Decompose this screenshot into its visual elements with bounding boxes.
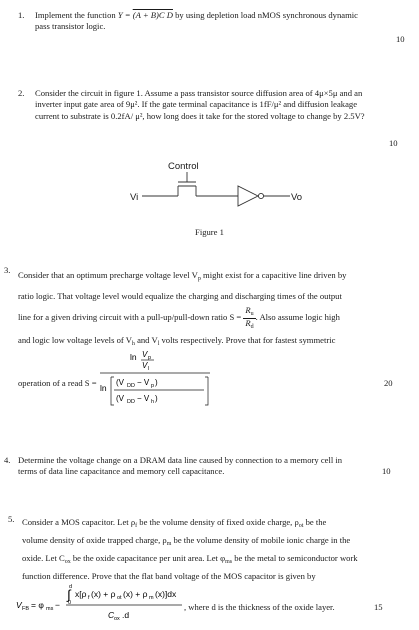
figure-caption: Figure 1 [195, 227, 224, 237]
svg-text:h: h [151, 399, 155, 405]
svg-text:∫: ∫ [67, 587, 71, 602]
question-text: Determine the voltage change on a DRAM data line caused by connection to a memory cell in terms of data line capacitance and memory cell capacitance. [18, 455, 343, 477]
svg-text:0: 0 [68, 600, 72, 606]
function-expression: Y = (A + B)C D [117, 10, 173, 20]
svg-text:DD: DD [127, 399, 135, 405]
svg-text:): ) [155, 378, 158, 387]
figure-1-circuit [0, 158, 419, 238]
svg-text:V: V [142, 361, 148, 370]
svg-text:): ) [155, 394, 158, 403]
svg-text:p: p [148, 355, 152, 361]
vi-label: Vi [130, 192, 139, 203]
question-number: 1. [18, 10, 25, 20]
formula-tail-text: , where d is the thickness of the oxide layer. [184, 602, 335, 612]
svg-text:f: f [88, 595, 90, 601]
question-number: 3. [4, 265, 11, 275]
svg-text:FB: FB [22, 606, 30, 612]
marks-label: 15 [374, 602, 383, 612]
question-number: 4. [4, 455, 11, 465]
svg-text:ln: ln [130, 352, 137, 362]
svg-text:V: V [142, 350, 148, 359]
vo-label: Vo [291, 192, 303, 203]
svg-text:l: l [148, 366, 150, 372]
svg-text:(x) + ρ: (x) + ρ [91, 589, 116, 599]
question-text: Consider a MOS capacitor. Let $\rho_f$ be the volume density of fixed oxide charge, $\rho_{ot}$ be the volume density of oxide trapped charge, $\rho_m$ be the volume density of mobile ionic charge in the oxide. Let $C_{ox}$ be the oxide capacitance per unit area. Let $\varphi_{ms}$ be the metal to semiconductor work function difference. Prove that the flat band voltage of the MOS capacitor is given by [22, 517, 358, 581]
inverter-symbol [238, 186, 258, 206]
svg-text:m: m [149, 595, 154, 601]
read-formula-line: operation of a read S = ln V p V l ln (V DD − V p ) (V DD − V h ) 20 [18, 355, 413, 413]
svg-text:(x)]dx: (x)]dx [155, 589, 177, 599]
marks-label: 10 [396, 34, 405, 44]
ratio-fraction: $\frac{R_u}{R_d}$ [245, 305, 254, 330]
svg-text:ot: ot [117, 595, 122, 601]
svg-text:−: − [55, 600, 60, 610]
svg-text:p: p [151, 383, 155, 389]
svg-text:ox: ox [114, 616, 120, 622]
marks-label: 10 [389, 138, 398, 148]
svg-text:ms: ms [46, 606, 54, 612]
svg-text:(x) + ρ: (x) + ρ [123, 589, 148, 599]
svg-text:DD: DD [127, 383, 135, 389]
question-number: 5. [8, 514, 15, 524]
svg-text:V: V [16, 600, 22, 610]
symmetric-read-formula [100, 349, 230, 411]
question-text: Consider that an optimum precharge voltage level $V_p$ might exist for a capacitive line driven by ratio logic. That voltage level would equalize the charging and discharging times of the output line for a given driving circuit with a pull-up/pull-down ratio S = $\frac{R_u}{R_d}$ . Also assume logic high and logic low voltage levels of $V_h$ and $V_l$ volts respectively. Prove that for fastest symmetric [18, 270, 347, 348]
inverter-bubble [258, 193, 263, 198]
svg-text:.d: .d [122, 610, 130, 620]
marks-label: 20 [384, 378, 393, 388]
svg-text:− V: − V [137, 378, 150, 387]
question-text: Consider the circuit in figure 1. Assume a pass transistor source diffusion area of 4μ×5μ and an inverter input gate area of 9μ². If the gate terminal capacitance is 1fF/μ² and diffusion leakage current to substrate is 0.2fA/ μ², how long does it take for the stored voltage to change by 2.5V? [35, 88, 365, 121]
question-number: 2. [18, 88, 25, 98]
question-text: Implement the function Y = (A + B)C D by using depletion load nMOS synchronous dynamic pass transistor logic. [35, 10, 358, 32]
marks-label: 10 [382, 466, 391, 476]
svg-text:= φ: = φ [31, 600, 44, 610]
svg-text:d: d [69, 584, 73, 590]
svg-text:(V: (V [116, 378, 124, 387]
svg-text:C: C [108, 610, 115, 620]
svg-text:(V: (V [116, 394, 124, 403]
svg-text:ln: ln [100, 383, 107, 393]
svg-text:x[ρ: x[ρ [75, 589, 87, 599]
control-label: Control [168, 161, 199, 172]
svg-text:− V: − V [137, 394, 150, 403]
